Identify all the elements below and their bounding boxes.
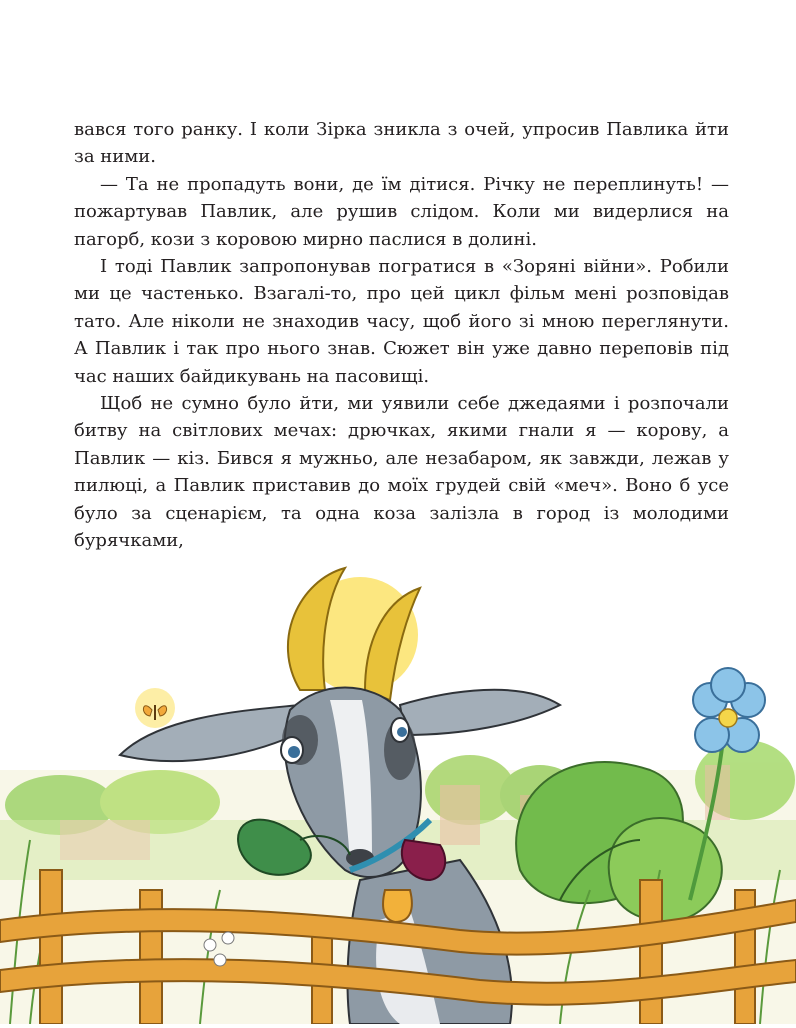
paragraph-4: Щоб не сумно було йти, ми уявили себе джедаями і розпочали битву на світлових мечах: дрючках, якими гнали я — корову, а Павлик — кіз. Бився я мужньо, але незабаром, як завжди, лежав у пилюці, а Павлик приставив до моїх грудей свій «меч». Воно б усе було за сценарієм, та одна коза залізла в город із молодими бурячками,	[74, 393, 729, 552]
butterfly	[135, 688, 175, 728]
goat-illustration	[0, 540, 796, 1024]
paragraph-1: вався того ранку. І коли Зірка зникла з очей, упросив Павлика йти за ними.	[74, 119, 729, 168]
paragraph-3: І тоді Павлик запропонував погратися в «Зоряні війни». Робили ми це частенько. Взагалі-то, про цей цикл фільм мені розповідав тато. Але ніколи не знаходив часу, щоб його зі мною переглянути. А Павлик і так про нього знав. Сюжет він уже давно переповів під час наших байдикувань на пасовищі.	[74, 256, 729, 387]
goat-illustration-svg	[0, 540, 796, 1024]
page-text	[74, 116, 729, 555]
paragraph-2: — Та не пропадуть вони, де їм дітися. Річку не переплинуть! — пожартував Павлик, але рушив слідом. Коли ми видерлися на пагорб, кози з коровою мирно паслися в долині.	[74, 173, 729, 250]
